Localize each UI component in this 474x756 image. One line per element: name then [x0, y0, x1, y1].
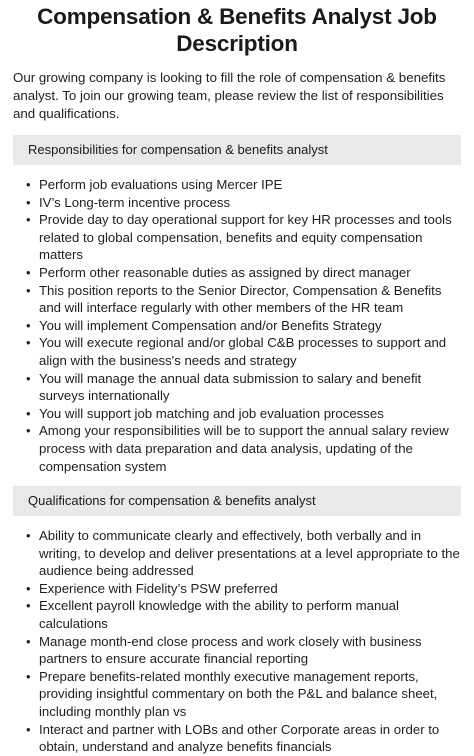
bullet-icon: •	[26, 668, 31, 684]
list-item-text: IV’s Long-term incentive process	[39, 194, 231, 210]
intro-paragraph: Our growing company is looking to fill the role of compensation & benefits analyst. To join our growing team, please review the list of responsibilities and qualifications.	[13, 70, 446, 121]
bullet-icon: •	[26, 212, 31, 228]
list-item	[26, 370, 461, 405]
bullet-icon: •	[26, 721, 31, 737]
list-item	[26, 282, 461, 317]
list-item	[26, 176, 461, 194]
list-item-text: Perform other reasonable duties as assigned by direct manager	[39, 264, 411, 280]
bullet-icon: •	[26, 370, 31, 386]
bullet-icon: •	[26, 405, 31, 421]
list-item-text: Manage month-end close process and work closely with business partners to ensure accurate financial reporting	[39, 633, 422, 667]
list-item-text: Excellent payroll knowledge with the ability to perform manual calculations	[39, 598, 399, 632]
list-item-text: Interact and partner with LOBs and other Corporate areas in order to obtain, understand and analyze benefits financials	[39, 721, 440, 755]
list-item	[26, 633, 461, 668]
bullet-icon: •	[26, 598, 31, 614]
list-item-text: Ability to communicate clearly and effectively, both verbally and in writing, to develop and deliver presentations at a level appropriate to the audience being addressed	[39, 528, 460, 579]
bullet-icon: •	[26, 282, 31, 298]
bullet-icon: •	[26, 633, 31, 649]
list-item-text: You will support job matching and job evaluation processes	[39, 405, 384, 421]
bullet-icon: •	[26, 264, 31, 280]
list-item-text: Experience with Fidelity’s PSW preferred	[39, 580, 278, 596]
list-item	[26, 422, 461, 475]
list-item-text: Prepare benefits-related monthly executive management reports, providing insightful commentary on both the P&L and balance sheet, including monthly plan vs	[39, 668, 438, 720]
list-item	[26, 405, 461, 423]
bullet-icon: •	[26, 317, 31, 333]
qualifications-heading: Qualifications for compensation & benefits analyst	[13, 486, 461, 516]
list-item	[26, 527, 461, 580]
list-item-text: You will execute regional and/or global C&B processes to support and align with the business's needs and strategy	[39, 335, 447, 368]
list-item	[26, 668, 461, 721]
bullet-icon: •	[26, 194, 31, 210]
list-item-text: You will implement Compensation and/or Benefits Strategy	[39, 317, 382, 333]
list-item	[26, 194, 461, 212]
bullet-icon: •	[26, 177, 31, 192]
list-item	[26, 317, 461, 335]
bullet-icon: •	[26, 335, 31, 351]
page-title: Compensation & Benefits Analyst Job Description	[37, 4, 437, 56]
list-item	[26, 264, 461, 282]
list-item-text: You will manage the annual data submission to salary and benefit surveys internationally	[39, 370, 422, 404]
list-item	[26, 597, 461, 632]
list-item	[26, 334, 461, 369]
bullet-icon: •	[26, 423, 31, 439]
list-item	[26, 721, 461, 756]
list-item-text: Among your responsibilities will be to support the annual salary review process with data preparation and data analysis, updating of the compensation system	[39, 423, 449, 474]
responsibilities-list	[13, 176, 461, 475]
list-item	[26, 580, 461, 598]
qualifications-list	[13, 527, 461, 756]
list-item	[26, 211, 461, 264]
list-item-text: This position reports to the Senior Director, Compensation & Benefits and will interface regularly with other members of the HR team	[39, 282, 442, 316]
list-item-text: Perform job evaluations using Mercer IPE	[39, 177, 283, 192]
list-item-text: Provide day to day operational support for key HR processes and tools related to global compensation, benefits and equity compensation matters	[39, 212, 452, 263]
bullet-icon: •	[26, 580, 31, 596]
bullet-icon: •	[26, 528, 31, 544]
responsibilities-heading: Responsibilities for compensation & benefits analyst	[13, 135, 461, 165]
